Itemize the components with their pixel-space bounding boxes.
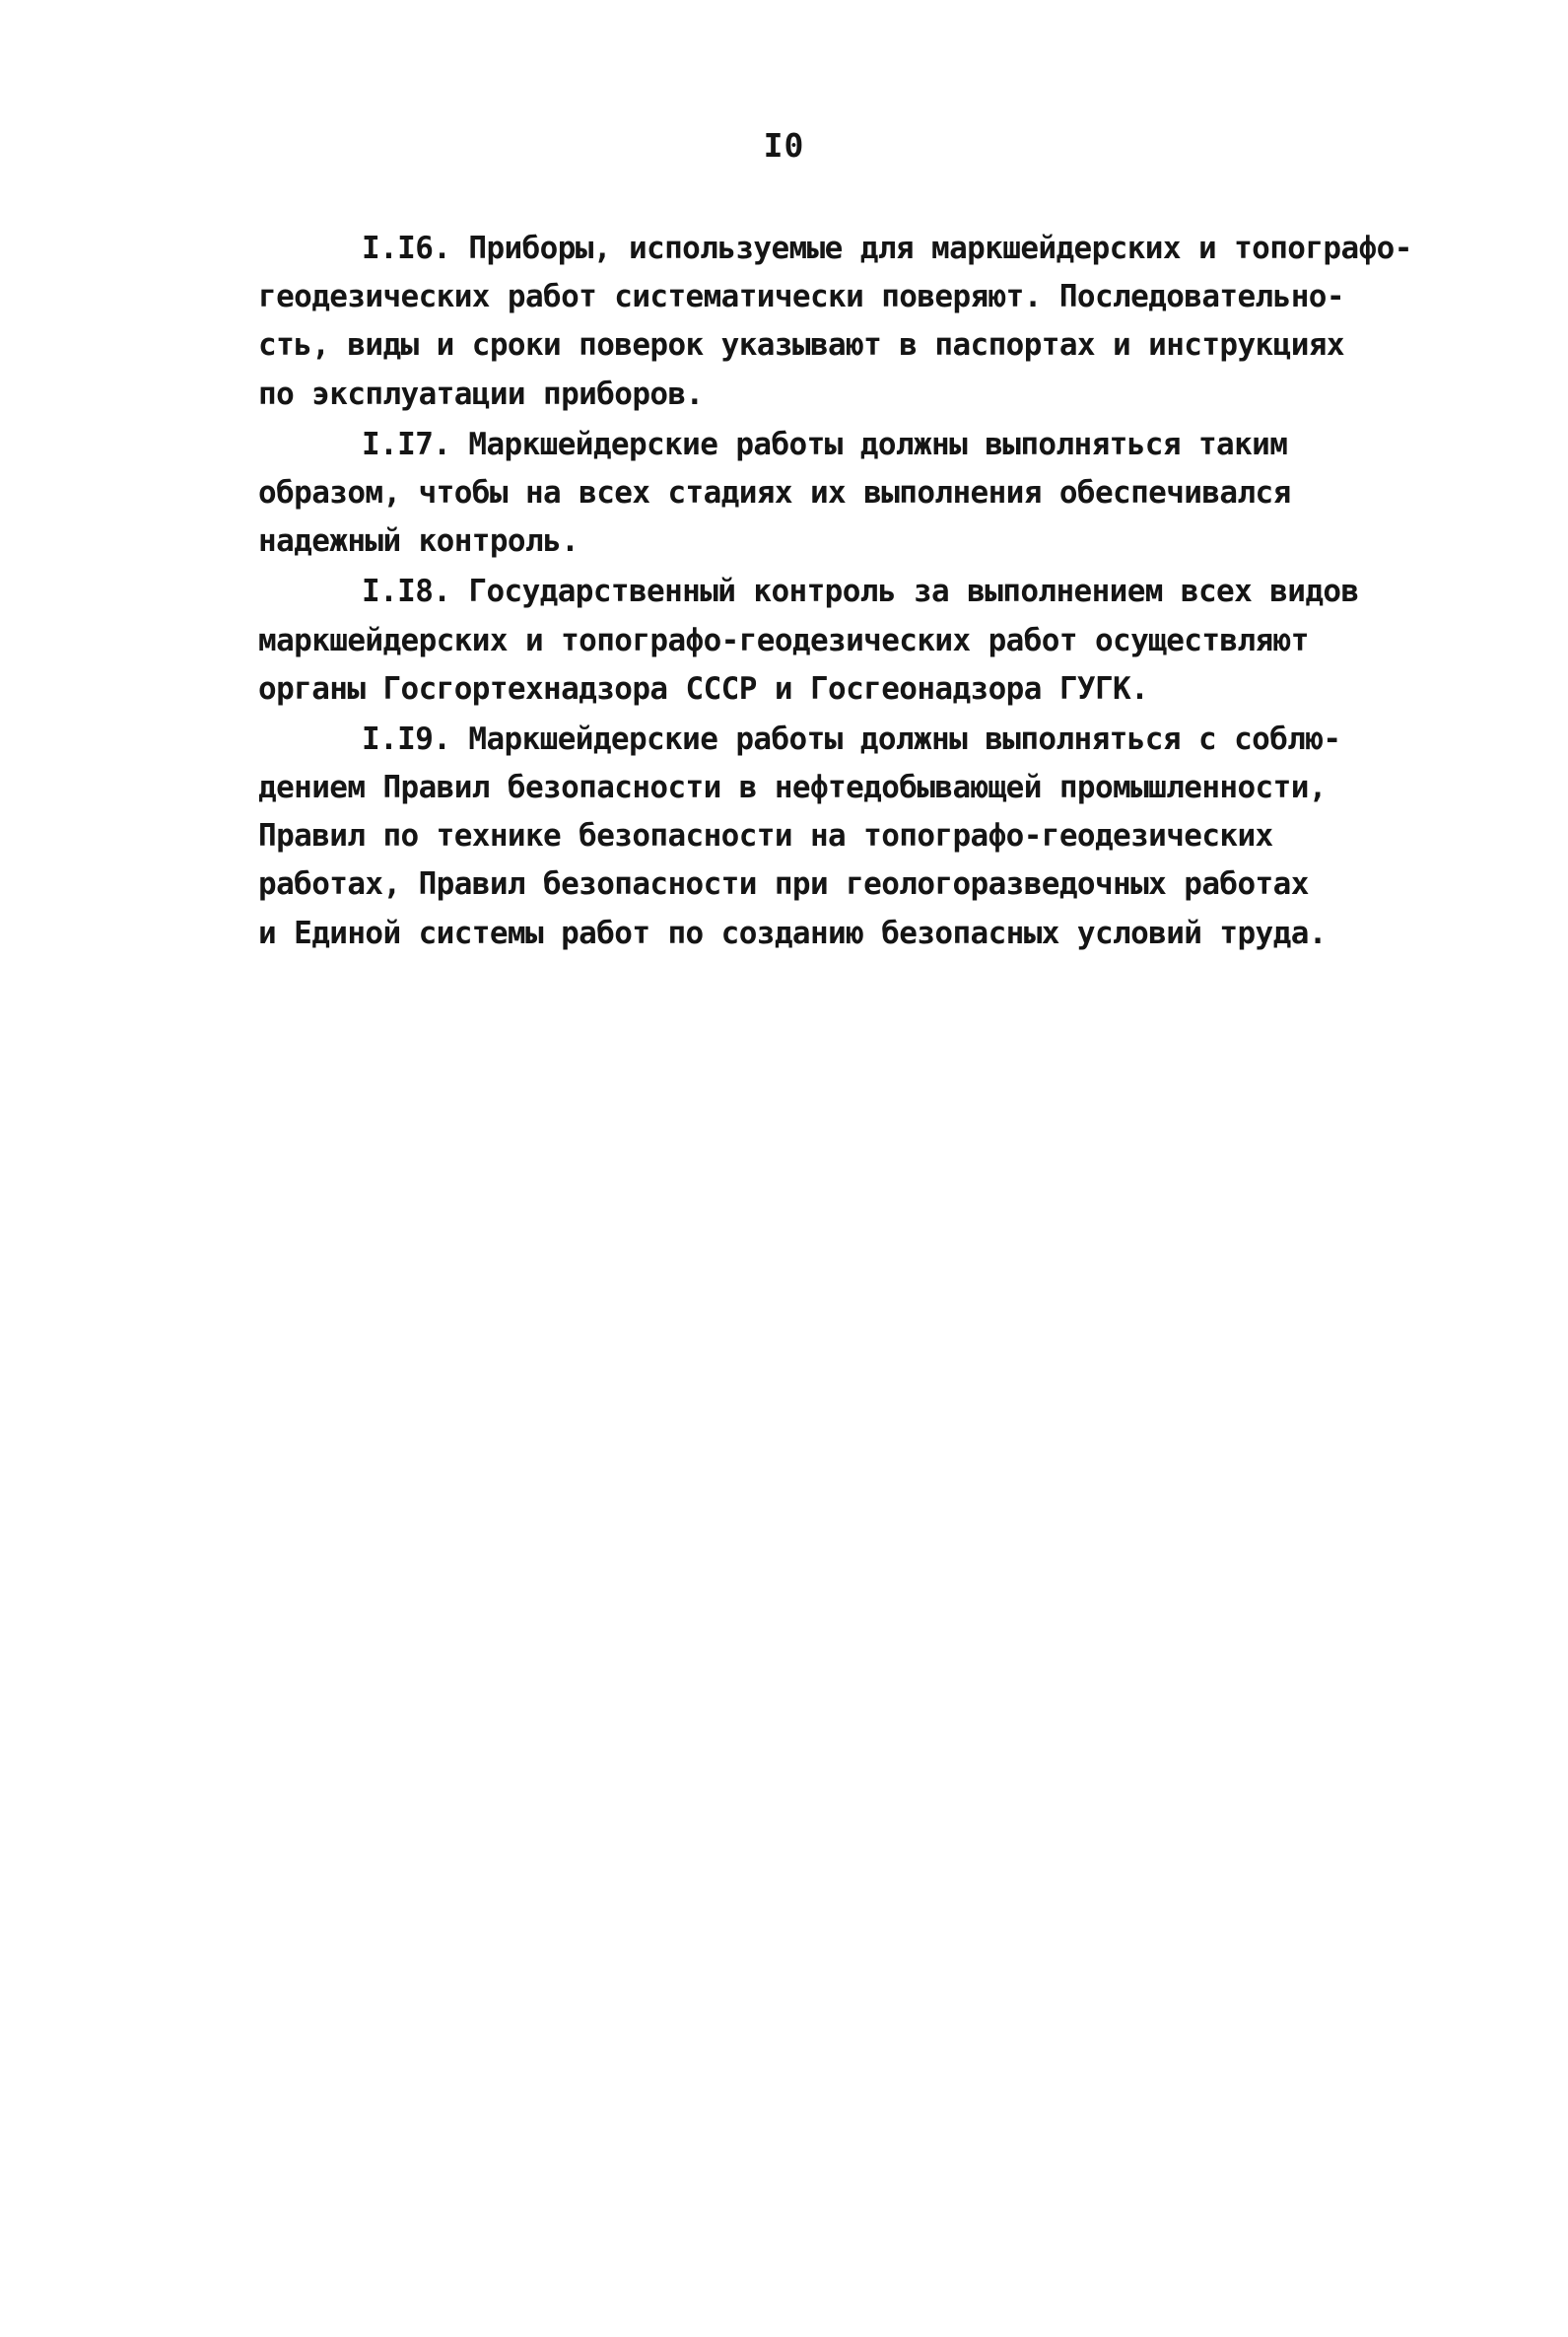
text-line: по эксплуатации приборов. (258, 376, 704, 412)
text-line: сть, виды и сроки поверок указывают в паспортах и инструкциях (258, 327, 1344, 364)
text-line: геодезических работ систематически поверяют. Последовательно- (258, 279, 1344, 315)
text-line: и Единой системы работ по созданию безопасных условий труда. (258, 915, 1327, 951)
text-line: I.I8. Государственный контроль за выполнением всех видов (362, 574, 1359, 610)
page-number: I0 (763, 126, 805, 165)
text-line: I.I6. Приборы, используемые для маркшейдерских и топографо- (362, 231, 1412, 266)
text-line: Правил по технике безопасности на топографо-геодезических (258, 818, 1273, 855)
text-line: надежный контроль. (258, 523, 579, 560)
text-line: дением Правил безопасности в нефтедобывающей промышленности, (258, 770, 1327, 806)
paragraph-1-16 (258, 225, 1451, 419)
text-line: органы Госгортехнадзора СССР и Госгеонадзора ГУГК. (258, 670, 1149, 707)
text-line: I.I9. Маркшейдерские работы должны выполняться с соблю- (362, 721, 1341, 757)
text-line: I.I7. Маркшейдерские работы должны выполняться таким (362, 426, 1288, 462)
paragraph-1-19 (258, 716, 1451, 958)
text-line: работах, Правил безопасности при геологоразведочных работах (258, 866, 1309, 903)
paragraph-1-17 (258, 421, 1451, 567)
document-body (258, 225, 1451, 958)
text-line: образом, чтобы на всех стадиях их выполнения обеспечивался (258, 474, 1291, 511)
text-line: маркшейдерских и топографо-геодезических работ осуществляют (258, 622, 1309, 658)
paragraph-1-18 (258, 568, 1451, 714)
